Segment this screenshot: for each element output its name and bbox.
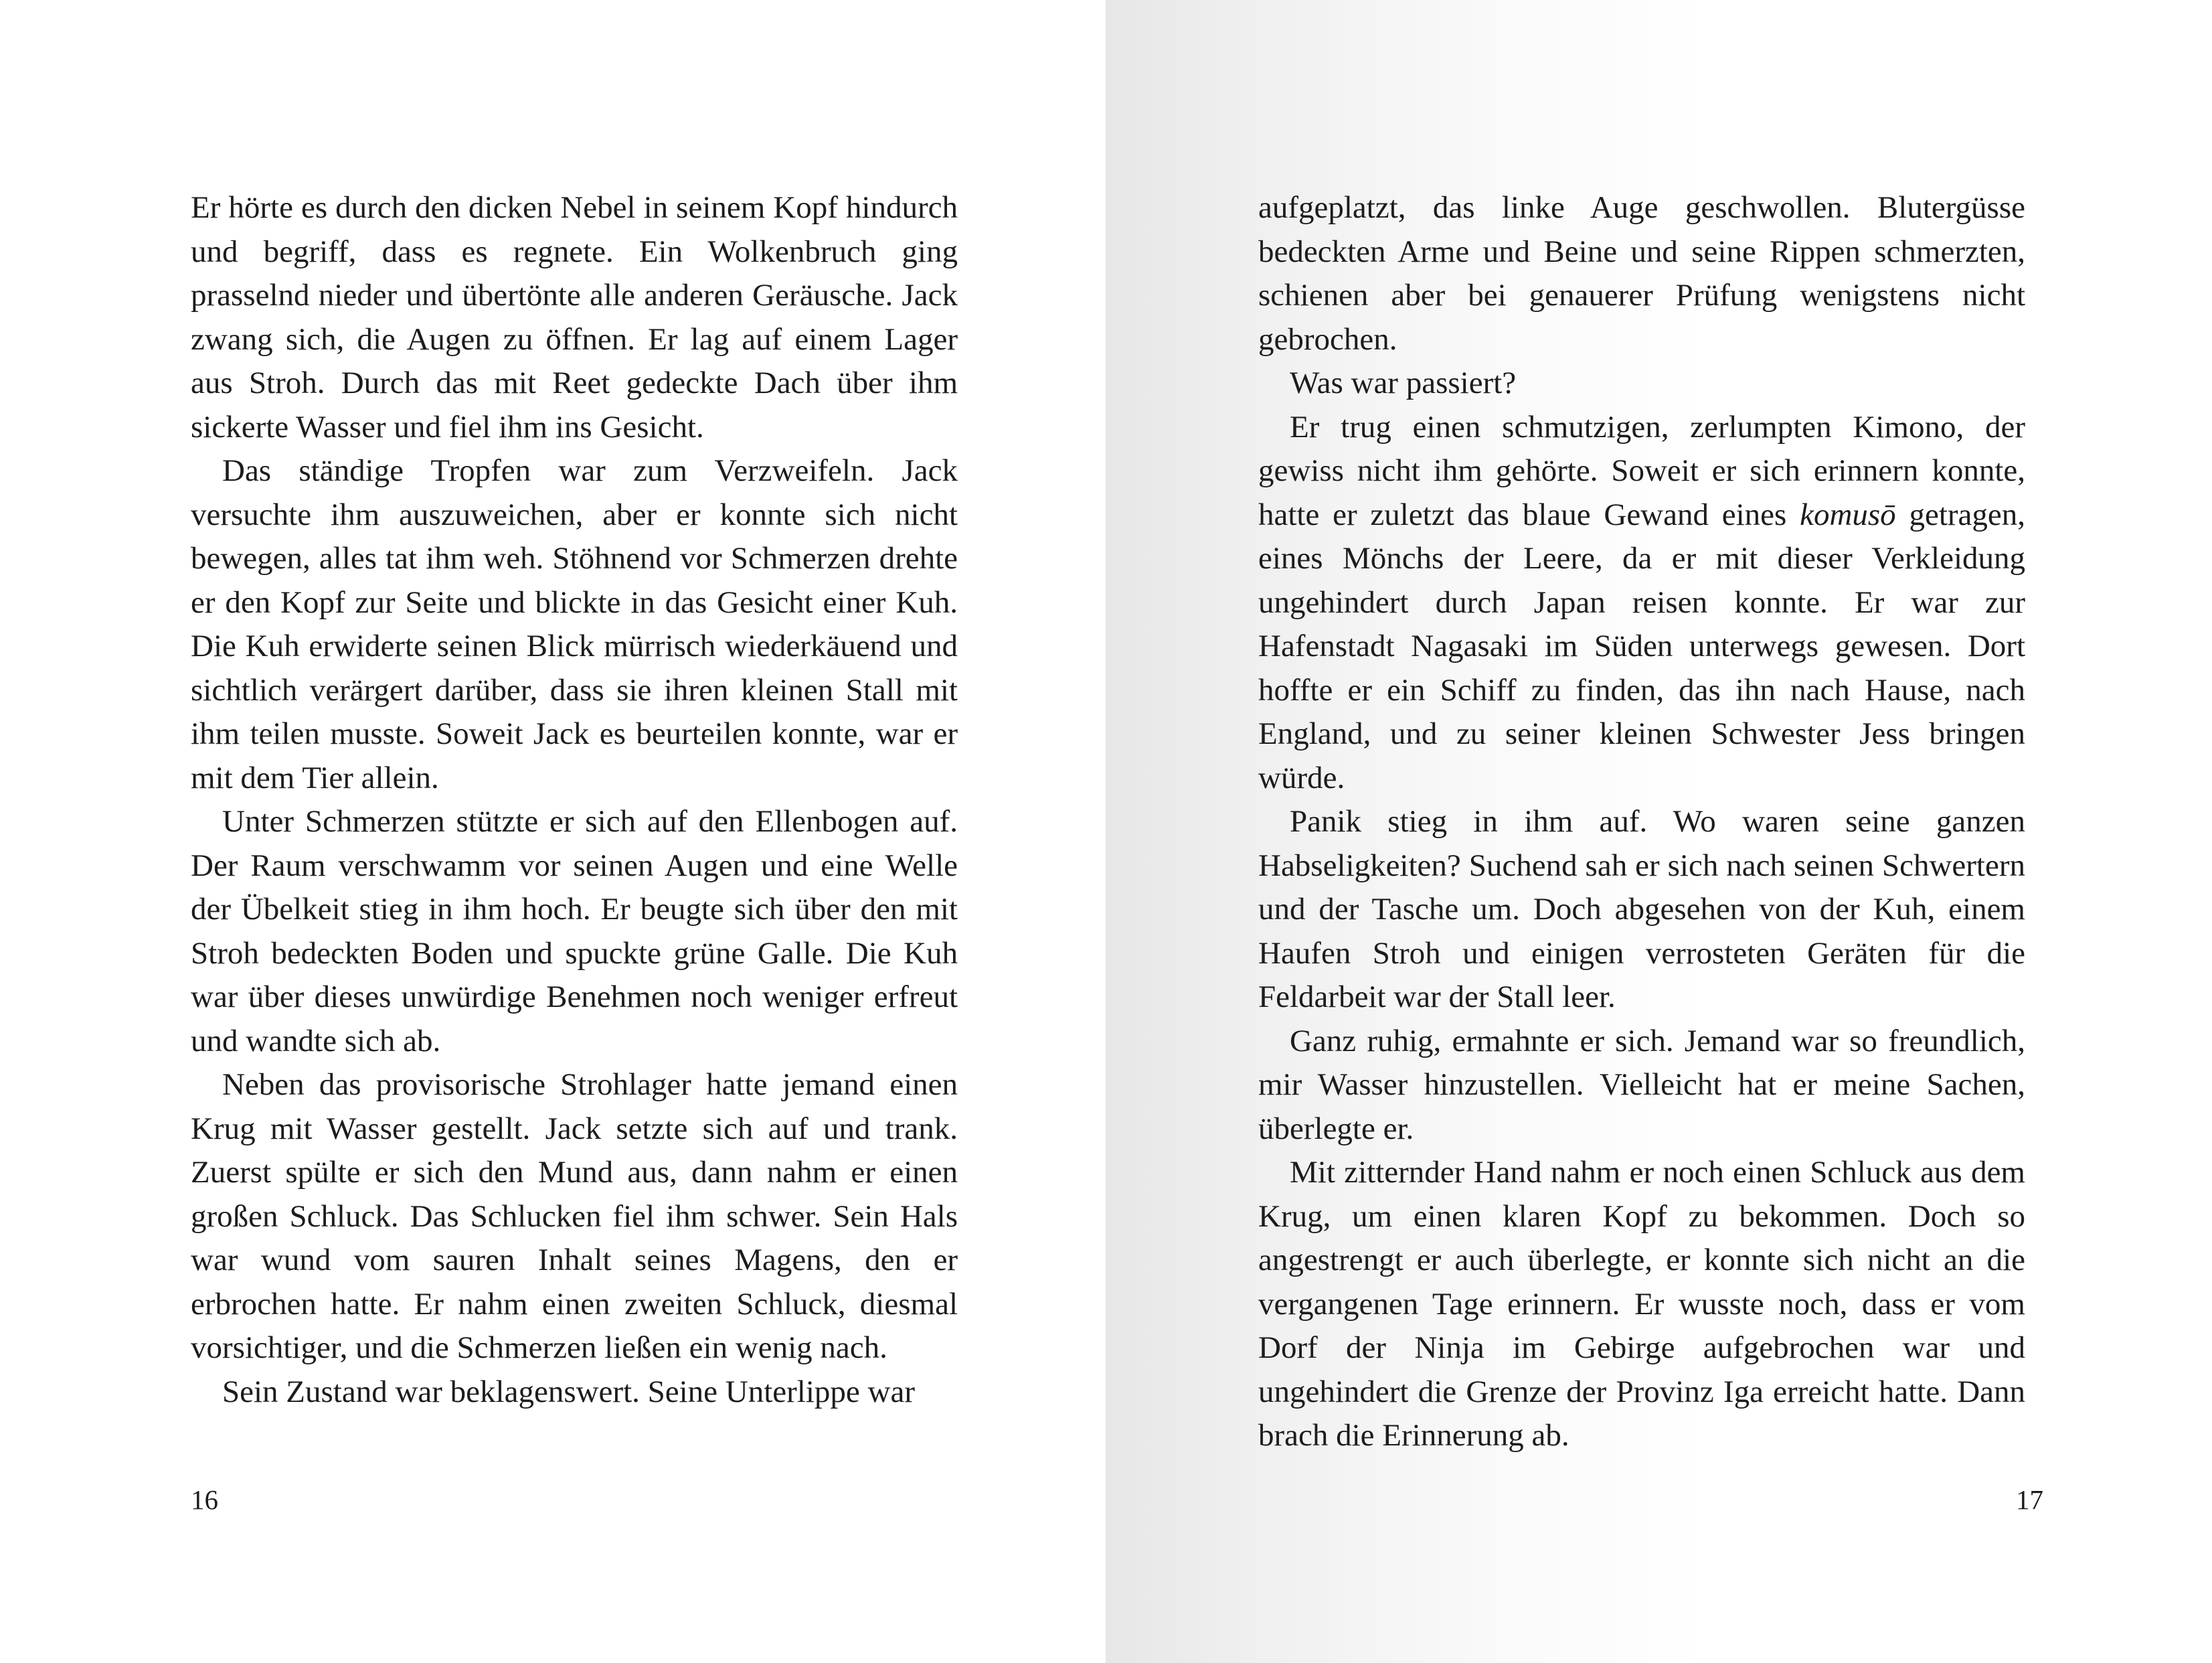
italic-term: komusō — [1800, 497, 1896, 532]
right-page-text — [1258, 186, 2025, 1458]
left-page-text — [191, 186, 958, 1414]
paragraph-text: getragen, eines Mönchs der Leere, da er mit dieser Verkleidung ungehindert durch Japan reisen konnte. Er war zur Hafenstadt Nagasaki im Süden unterwegs gewesen. Dort hoffte er ein Schiff zu finden, das ihn nach Hause, nach England, und zu seiner kleinen Schwester Jess bringen würde. — [1258, 497, 2025, 795]
page-number-left: 16 — [191, 1484, 218, 1515]
paragraph: Sein Zustand war beklagenswert. Seine Unterlippe war — [222, 1374, 915, 1409]
paragraph: Das ständige Tropfen war zum Verzweifeln. Jack versuchte ihm auszuweichen, aber er konnte sich nicht bewegen, alles tat ihm weh. Stöhnend vor Schmerzen drehte er den Kopf zur Seite und blickte in das Gesicht einer Kuh. Die Kuh erwiderte seinen Blick mürrisch wiederkäuend und sichtlich verärgert darüber, dass sie ihren kleinen Stall mit ihm teilen musste. Soweit Jack es beurteilen konnte, war er mit dem Tier allein. — [191, 453, 958, 795]
paragraph: aufgeplatzt, das linke Auge geschwollen. Blutergüsse bedeckten Arme und Beine und seine Rippen schmerzten, schienen aber bei genauerer Prüfung wenigstens nicht gebrochen. — [1258, 190, 2025, 357]
paragraph: Ganz ruhig, ermahnte er sich. Jemand war so freundlich, mir Wasser hinzustellen. Vielleicht hat er meine Sachen, überlegte er. — [1258, 1023, 2025, 1146]
paragraph: Neben das provisorische Strohlager hatte jemand einen Krug mit Wasser gestellt. Jack setzte sich auf und trank. Zuerst spülte er sich den Mund aus, dann nahm er einen großen Schluck. Das Schlucken fiel ihm schwer. Sein Hals war wund vom sauren Inhalt seines Magens, den er erbrochen hatte. Er nahm einen zweiten Schluck, diesmal vorsichtiger, und die Schmerzen ließen ein wenig nach. — [191, 1067, 958, 1365]
paragraph: Mit zitternder Hand nahm er noch einen Schluck aus dem Krug, um einen klaren Kopf zu bekommen. Doch so angestrengt er auch überlegte, er konnte sich nicht an die vergangenen Tage erinnern. Er wusste noch, dass er vom Dorf der Ninja im Gebirge aufgebrochen war und ungehindert die Grenze der Provinz Iga erreicht hatte. Dann brach die Erinnerung ab. — [1258, 1155, 2025, 1453]
paragraph: Unter Schmerzen stützte er sich auf den Ellenbogen auf. Der Raum verschwamm vor seinen Augen und eine Welle der Übelkeit stieg in ihm hoch. Er beugte sich über den mit Stroh bedeckten Boden und spuckte grüne Galle. Die Kuh war über dieses unwürdige Benehmen noch weniger erfreut und wandte sich ab. — [191, 804, 958, 1058]
paragraph — [1258, 406, 2025, 801]
page-number-right: 17 — [2016, 1484, 2043, 1515]
paragraph: Er hörte es durch den dicken Nebel in seinem Kopf hindurch und begriff, dass es regnete. Ein Wolkenbruch ging prasselnd nieder und übertönte alle anderen Geräusche. Jack zwang sich, die Augen zu öffnen. Er lag auf einem Lager aus Stroh. Durch das mit Reet gedeckte Dach über ihm sickerte Wasser und fiel ihm ins Gesicht. — [191, 190, 958, 445]
paragraph-text: Er trug einen schmutzigen, zerlumpten Kimono, der gewiss nicht ihm gehörte. Soweit er sich erinnern konnte, hatte er zuletzt das blaue Gewand eines — [1258, 409, 2025, 532]
paragraph: Was war passiert? — [1290, 366, 1517, 400]
paragraph: Panik stieg in ihm auf. Wo waren seine ganzen Habseligkeiten? Suchend sah er sich nach seinen Schwertern und der Tasche um. Doch abgesehen von der Kuh, einem Haufen Stroh und einigen verrosteten Geräten für die Feldarbeit war der Stall leer. — [1258, 804, 2025, 1014]
right-page — [1106, 0, 2212, 1663]
